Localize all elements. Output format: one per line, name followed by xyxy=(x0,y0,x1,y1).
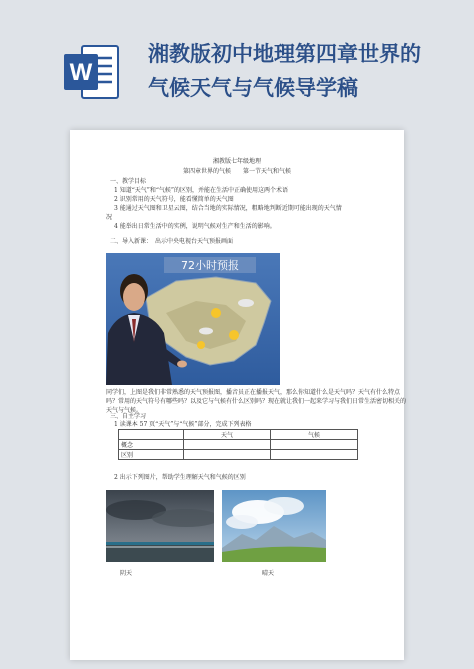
intro-paragraph: 同学们，上图是我们非常熟悉的天气预报图，播音员正在播报天气，那么你知道什么是天气吗？天气有什么特点吗？常用的天气符号有哪些吗？以及它与气候有什么区别吗？现在就让我们一起来学习与我们日常生活密切相关的天气与气候。 xyxy=(106,389,407,414)
task-2: 2 出示下列图片，帮助学生理解天气和气候的区别 xyxy=(114,474,246,481)
forecast-banner: 72小时预报 xyxy=(181,259,239,272)
svg-text:W: W xyxy=(69,59,93,86)
table-header-cell: 气候 xyxy=(271,430,358,440)
goal-item: 3 能通过天气图和卫星云图，结合当地的实际情况，粗略地判断近期可能出现的天气情 xyxy=(114,205,342,212)
self-study-heading: 三、自主学习 xyxy=(110,413,147,420)
document-title-line1: 湘教版初中地理第四章世界的 xyxy=(148,42,421,66)
weather-forecast-photo xyxy=(106,253,280,385)
header xyxy=(0,0,474,120)
goal-item-continued: 况 xyxy=(106,214,113,221)
table-row xyxy=(119,450,358,460)
document-page xyxy=(70,130,407,660)
task-1: 1 读课本 57 页“天气”与“气候”部分，完成下列表格 xyxy=(114,421,252,428)
table-cell[interactable] xyxy=(271,440,358,450)
grade-line: 湘教版七年级地理 xyxy=(212,158,261,165)
table-cell[interactable] xyxy=(184,440,271,450)
table-header-cell xyxy=(119,430,184,440)
weather-climate-table xyxy=(118,429,358,460)
table-header-cell: 天气 xyxy=(184,430,271,440)
sunny-sky-photo xyxy=(222,490,326,562)
goal-item: 4 能举出日常生活中的实例，说明气候对生产和生活的影响。 xyxy=(114,223,276,230)
table-row-label: 区别 xyxy=(119,450,184,460)
table-header-row xyxy=(119,430,358,440)
intro-heading: 二、导入新课： 出示中央电视台天气预报画面 xyxy=(110,238,234,245)
cloudy-sky-photo xyxy=(106,490,214,562)
table-row xyxy=(119,440,358,450)
word-document-icon xyxy=(60,40,124,104)
goal-item: 1 知道“天气”和“气候”的区别，并能在生活中正确使用这两个术语 xyxy=(114,187,288,194)
document-title-line2: 气候天气与气候导学稿 xyxy=(148,76,358,100)
goal-item: 2 识别常用的天气符号，能看懂简单的天气图 xyxy=(114,196,234,203)
caption-cloudy: 阴天 xyxy=(120,570,133,577)
table-cell[interactable] xyxy=(184,450,271,460)
caption-sunny: 晴天 xyxy=(262,570,275,577)
goal-heading: 一、教学目标 xyxy=(110,178,147,185)
chapter-subtitle: 第四章世界的气候 第一节天气和气候 xyxy=(182,168,291,175)
table-cell[interactable] xyxy=(271,450,358,460)
table-row-label: 概念 xyxy=(119,440,184,450)
